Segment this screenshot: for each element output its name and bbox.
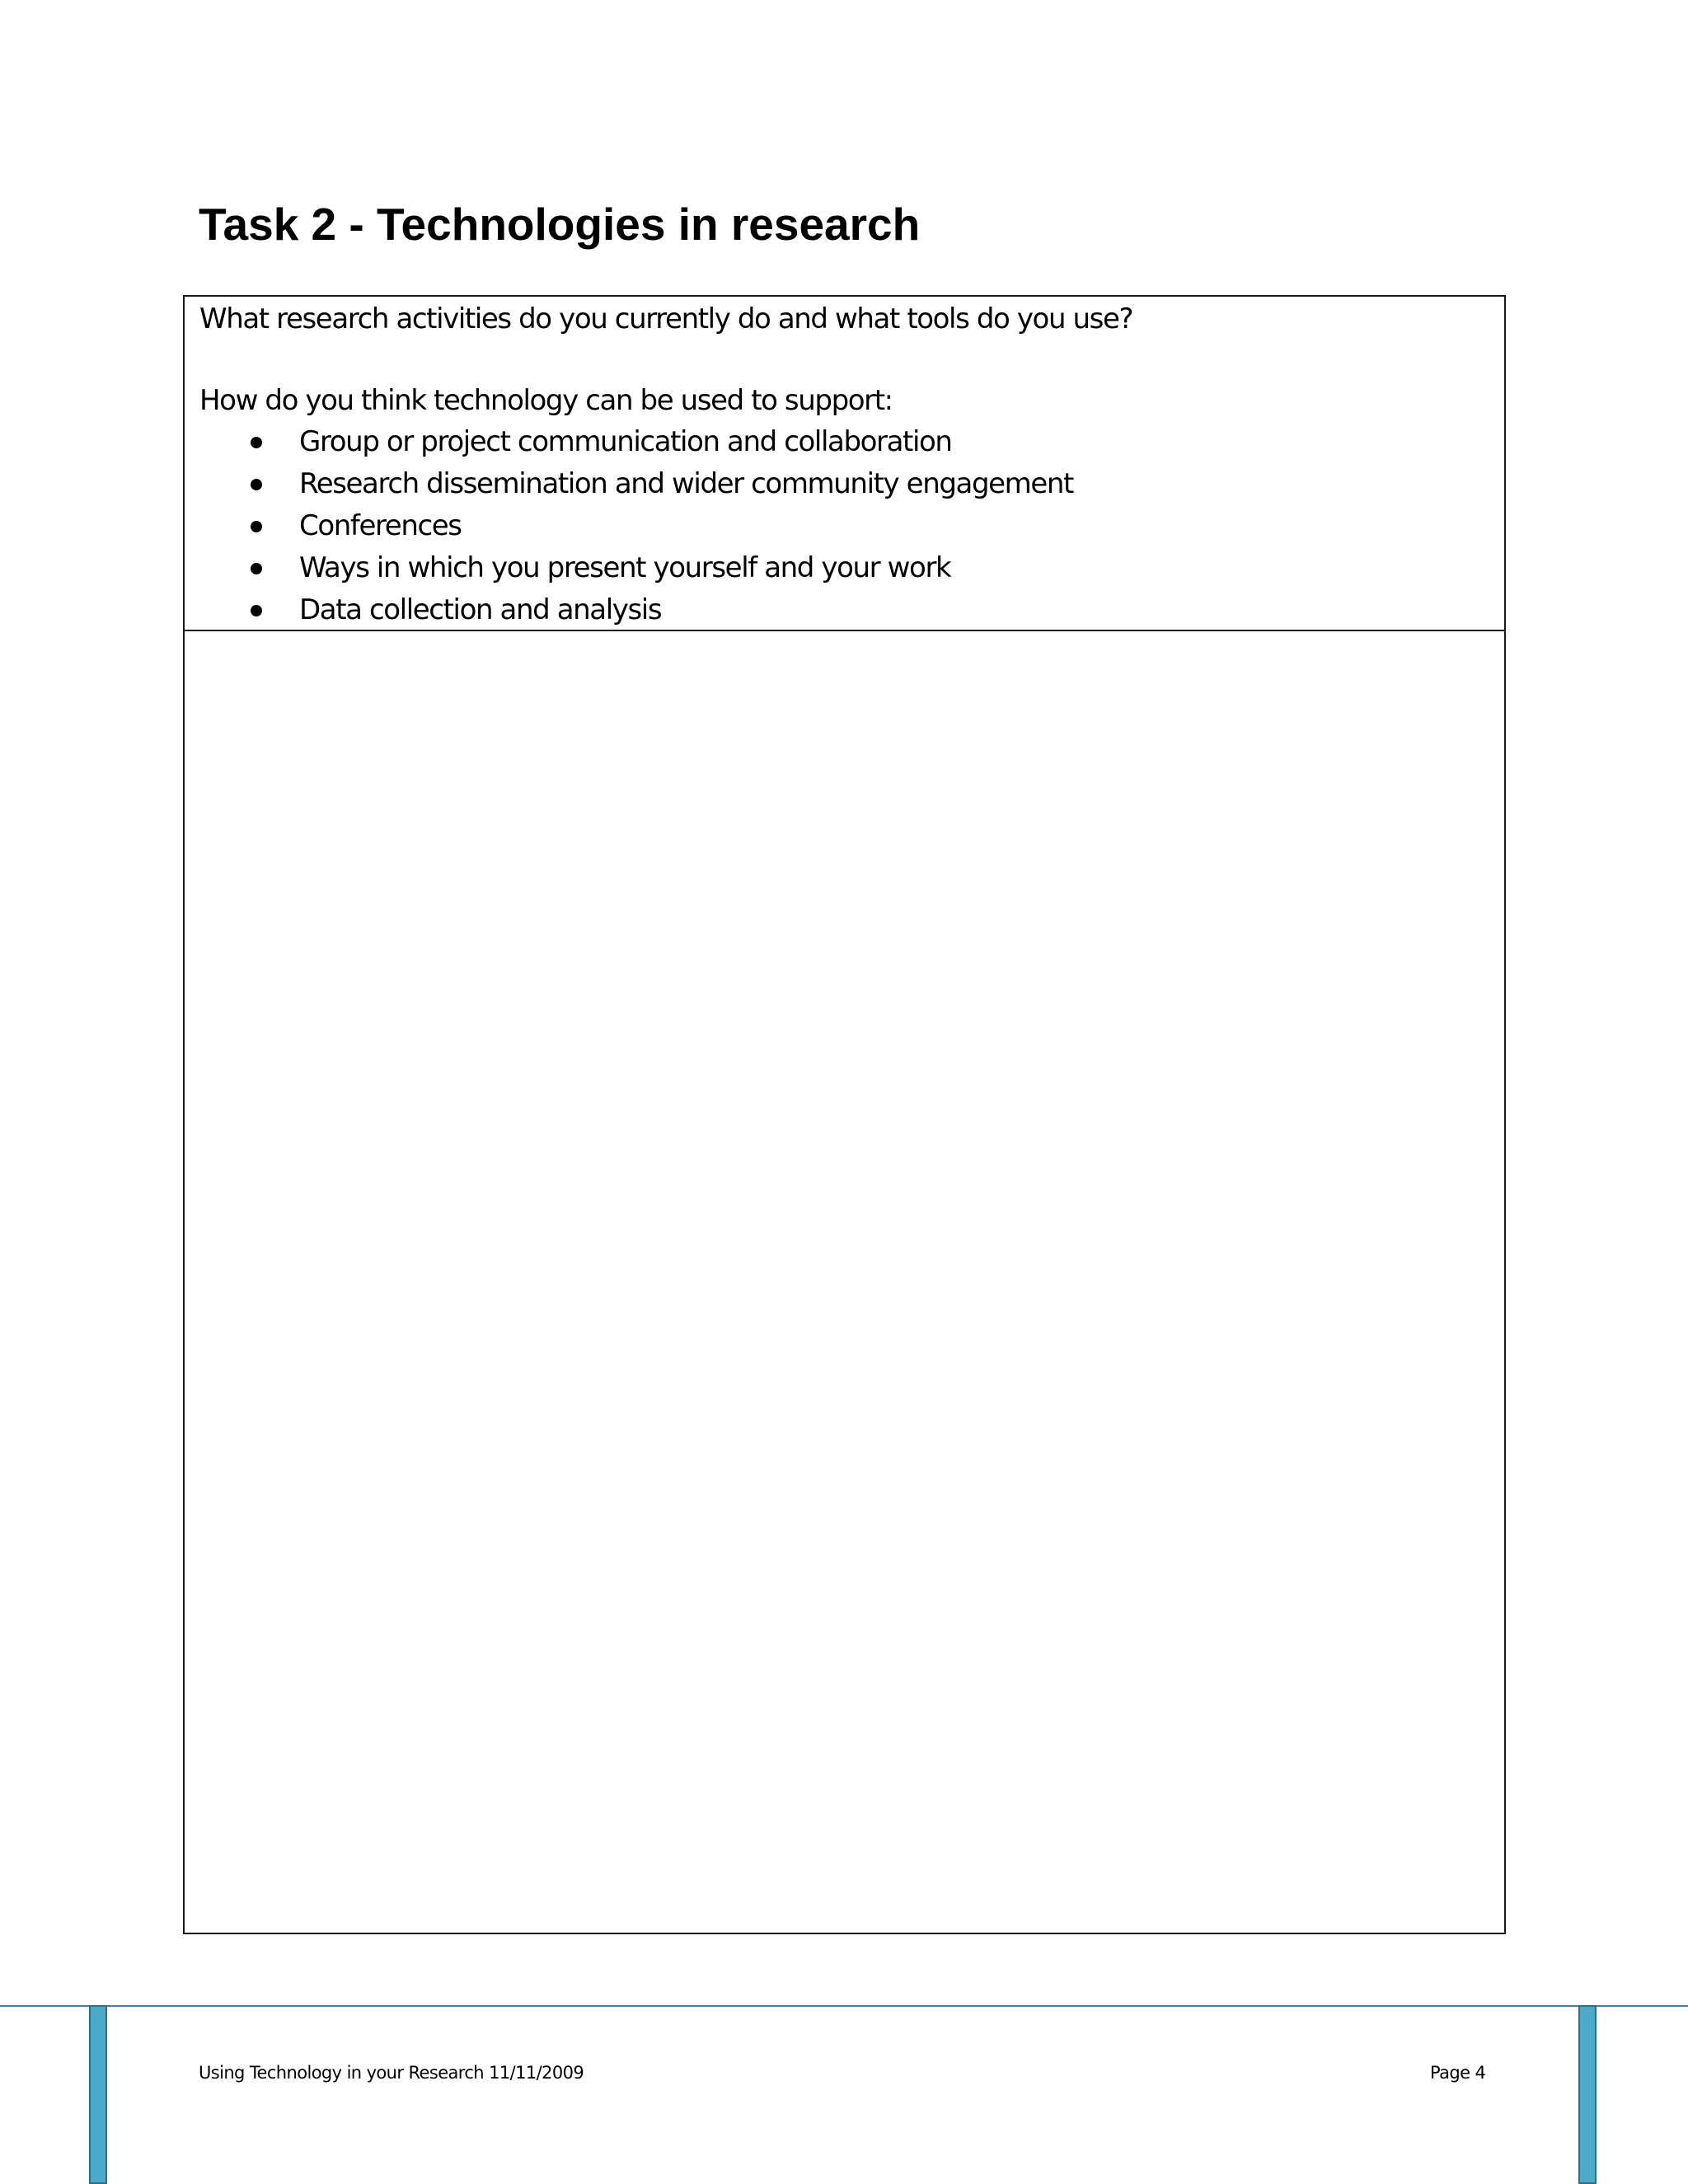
footer-right-accent-bar	[1578, 2005, 1597, 2184]
bullet-icon	[251, 521, 262, 532]
question-technology-support: How do you think technology can be used to support:	[199, 384, 893, 417]
bullet-text: Conferences	[299, 509, 462, 542]
task-table	[183, 295, 1506, 1934]
bullet-icon	[251, 479, 262, 490]
prompt-cell	[185, 297, 1504, 631]
footer-document-info: Using Technology in your Research 11/11/2009	[199, 2063, 584, 2083]
bullet-icon	[251, 605, 262, 616]
bullet-text: Data collection and analysis	[299, 593, 662, 626]
footer-divider	[0, 2005, 1688, 2007]
footer-page-number: Page 4	[1430, 2063, 1486, 2083]
bullet-icon	[251, 563, 262, 574]
page-title: Task 2 - Technologies in research	[199, 199, 921, 250]
bullet-text: Group or project communication and collaboration	[299, 425, 952, 458]
bullet-text: Ways in which you present yourself and your work	[299, 551, 951, 584]
bullet-text: Research dissemination and wider community engagement	[299, 467, 1073, 500]
footer-left-accent-bar	[89, 2005, 107, 2184]
question-research-activities: What research activities do you currently do and what tools do you use?	[199, 302, 1133, 335]
bullet-icon	[251, 437, 262, 448]
answer-area[interactable]	[185, 631, 1504, 1933]
